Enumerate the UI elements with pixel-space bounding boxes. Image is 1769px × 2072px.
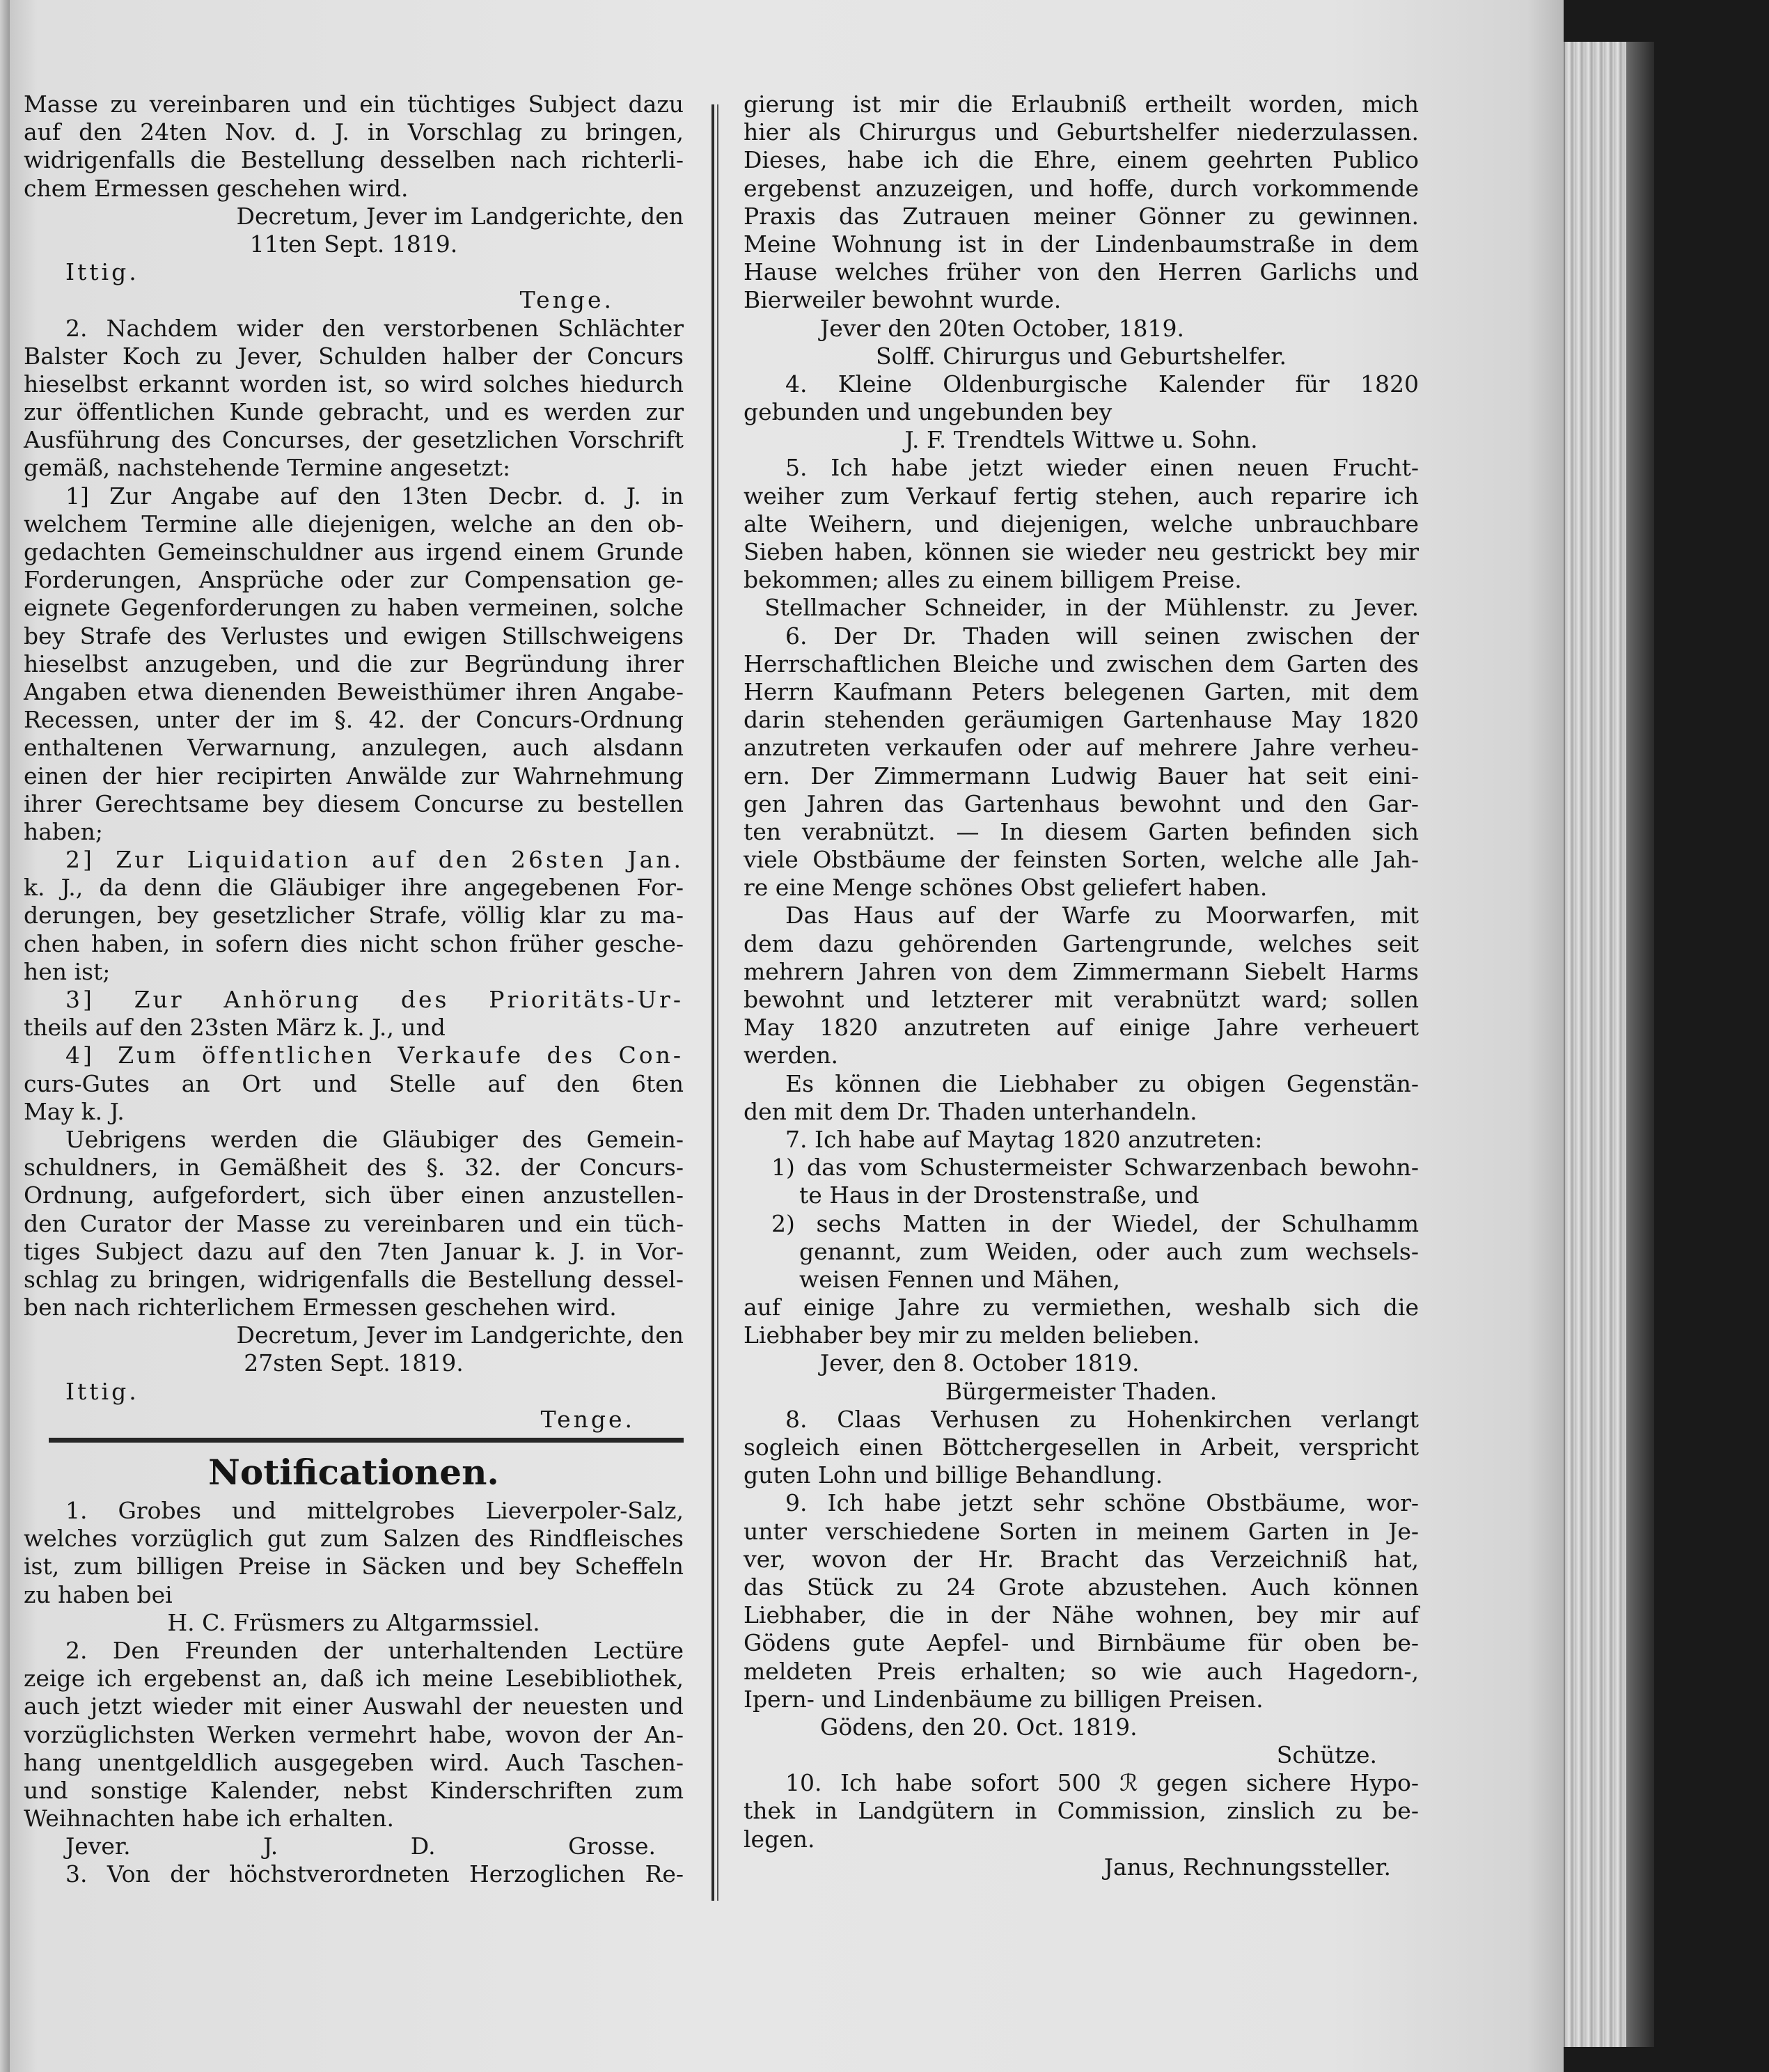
text-line: ergebenst anzuzeigen, und hoffe, durch vorkommende — [744, 174, 1419, 202]
text-line: Ausführung des Concurses, der gesetzlichen Vorschrift — [24, 426, 684, 454]
text-line: enthaltenen Verwarnung, anzulegen, auch alsdann — [24, 734, 684, 762]
text-line: darin stehenden geräumigen Gartenhause May 1820 — [744, 706, 1419, 734]
text-line: re eine Menge schönes Obst geliefert haben. — [744, 874, 1268, 902]
text-line: werden. — [744, 1042, 838, 1069]
text-line: 9. Ich habe jetzt sehr schöne Obstbäume, wor- — [785, 1489, 1419, 1517]
text-line: hen ist; — [24, 957, 111, 985]
text-line: ver, wovon der Hr. Bracht das Verzeichniß hat, — [744, 1545, 1419, 1573]
text-line: Herrn Kaufmann Peters belegenen Garten, mit dem — [744, 677, 1419, 705]
text-line: bey Strafe des Verlustes und ewigen Stillschweigens — [24, 622, 684, 650]
text-line: Masse zu vereinbaren und ein tüchtiges Subject dazu — [24, 91, 684, 118]
signature-ittig: Ittig. — [65, 258, 139, 286]
text-line: gedachten Gemeinschuldner aus irgend einem Grunde — [24, 538, 684, 565]
text-line: Ordnung, aufgefordert, sich über einen anzustellen- — [24, 1182, 684, 1209]
text-line: k. J., da denn die Gläubiger ihre angegebenen For- — [24, 874, 684, 902]
text-line: hieselbst erkannt worden ist, so wird solches hiedurch — [24, 370, 684, 398]
text-line: vorzüglichsten Werken vermehrt habe, wovon der An- — [24, 1720, 684, 1748]
advertiser-name: Janus, Rechnungssteller. — [1103, 1853, 1391, 1881]
text-line: tiges Subject dazu auf den 7ten Januar k. J. in Vor- — [24, 1237, 684, 1265]
text-line: 2. Den Freunden der unterhaltenden Lectüre — [65, 1636, 684, 1664]
text-line: Meine Wohnung ist in der Lindenbaumstraße in dem — [744, 230, 1419, 258]
text-line: ten verabnützt. — In diesem Garten befinden sich — [744, 817, 1419, 845]
text-line: 1] Zur Angabe auf den 13ten Decbr. d. J. in — [65, 482, 684, 510]
book-page-edges — [1564, 42, 1628, 2047]
text-line: zeige ich ergebenst an, daß ich meine Lesebibliothek, — [24, 1665, 684, 1693]
text-line: auf den 24ten Nov. d. J. in Vorschlag zu bringen, — [24, 118, 684, 146]
text-line: gebunden und ungebunden bey — [744, 398, 1112, 426]
text-line: guten Lohn und billige Behandlung. — [744, 1461, 1163, 1489]
date-line: Jever, den 8. October 1819. — [820, 1349, 1140, 1377]
text-line: Angaben etwa dienenden Beweisthümer ihren Angabe- — [24, 677, 684, 705]
text-line: hang unentgeldlich ausgegeben wird. Auch Taschen- — [24, 1748, 684, 1776]
text-line: Praxis das Zutrauen meiner Gönner zu gewinnen. — [744, 202, 1419, 230]
list-item: genannt, zum Weiden, oder auch zum wechsels- — [799, 1237, 1419, 1265]
text-line: May 1820 anzutreten auf einige Jahre verheuert — [744, 1014, 1419, 1042]
text-line: auch jetzt wieder mit einer Auswahl der neuesten und — [24, 1693, 684, 1720]
text-line: alte Weihern, und diejenigen, welche unbrauchbare — [744, 510, 1419, 537]
column-divider-rule-thin — [717, 104, 718, 1901]
text-line: 1. Grobes und mittelgrobes Lieverpoler-Salz, — [65, 1497, 684, 1524]
list-item: 2) sechs Matten in der Wiedel, der Schulhamm — [771, 1209, 1419, 1237]
text-line: auf einige Jahre zu vermiethen, weshalb sich die — [744, 1294, 1419, 1321]
text-line: zur öffentlichen Kunde gebracht, und es werden zur — [24, 398, 684, 426]
text-line: schlag zu bringen, widrigenfalls die Bestellung dessel- — [24, 1265, 684, 1293]
text-line: einen der hier recipirten Anwälde zur Wahrnehmung — [24, 762, 684, 790]
list-item: weisen Fennen und Mähen, — [799, 1265, 1121, 1293]
text-line: sogleich einen Böttchergesellen in Arbeit, verspricht — [744, 1434, 1419, 1461]
text-line: 3] Zur Anhörung des Prioritäts-Ur- — [65, 986, 684, 1013]
text-line: Herrschaftlichen Bleiche und zwischen dem Garten des — [744, 650, 1419, 677]
text-line: dem dazu gehörenden Gartengrunde, welches seit — [744, 929, 1419, 957]
text-line: Liebhaber bey mir zu melden belieben. — [744, 1321, 1200, 1349]
text-line: 5. Ich habe jetzt wieder einen neuen Frucht- — [785, 454, 1419, 482]
text-line: zu haben bei — [24, 1580, 173, 1608]
text-line: Bierweiler bewohnt wurde. — [744, 286, 1062, 314]
advertiser-name: Solff. Chirurgus und Geburtshelfer. — [875, 342, 1287, 370]
text-line: theils auf den 23sten März k. J., und — [24, 1014, 446, 1042]
text-line: Hause welches früher von den Herren Garlichs und — [744, 258, 1419, 286]
text-line: das Stück zu 24 Grote abzustehen. Auch können — [744, 1573, 1419, 1601]
book-spine-shadow — [1626, 42, 1654, 2047]
text-line: chen haben, in sofern dies nicht schon früher gesche- — [24, 929, 684, 957]
text-line: 8. Claas Verhusen zu Hohenkirchen verlangt — [785, 1405, 1419, 1433]
text-line: hier als Chirurgus und Geburtshelfer niederzulassen. — [744, 118, 1419, 146]
text-line: gierung ist mir die Erlaubniß ertheilt worden, mich — [744, 91, 1419, 118]
advertiser-name: H. C. Früsmers zu Altgarmssiel. — [167, 1608, 540, 1636]
text-line: anzutreten verkaufen oder auf mehrere Jahre verheu- — [744, 734, 1419, 762]
text-line: curs-Gutes an Ort und Stelle auf den 6ten — [24, 1069, 684, 1097]
decree-line: Decretum, Jever im Landgerichte, den — [236, 202, 684, 230]
text-line: May k. J. — [24, 1097, 125, 1125]
text-line: Ipern- und Lindenbäume zu billigen Preisen. — [744, 1685, 1264, 1713]
text-line: legen. — [744, 1825, 815, 1853]
advertiser-name: Bürgermeister Thaden. — [945, 1377, 1218, 1405]
text-line: welches vorzüglich gut zum Salzen des Rindfleisches — [24, 1525, 684, 1553]
section-heading: Notificationen. — [208, 1452, 499, 1493]
text-line: Dieses, habe ich die Ehre, einem geehrten Publico — [744, 146, 1419, 174]
text-line: gen Jahren das Gartenhaus bewohnt und den Gar- — [744, 790, 1419, 817]
text-line: widrigenfalls die Bestellung desselben nach richterli- — [24, 146, 684, 174]
text-line: Recessen, unter der im §. 42. der Concurs-Ordnung — [24, 706, 684, 734]
text-line: ist, zum billigen Preise in Säcken und bey Scheffeln — [24, 1553, 684, 1580]
signature-tenge: Tenge. — [519, 286, 614, 314]
text-line: weiher zum Verkauf fertig stehen, auch reparire ich — [744, 482, 1419, 510]
text-line: bewohnt und letzterer mit verabnützt ward; sollen — [744, 986, 1419, 1013]
text-line: chem Ermessen geschehen wird. — [24, 174, 409, 202]
text-line: 3. Von der höchstverordneten Herzoglichen Re- — [65, 1860, 684, 1888]
date-line: Jever den 20ten October, 1819. — [820, 314, 1185, 342]
text-line: Weihnachten habe ich erhalten. — [24, 1805, 394, 1832]
text-line: 7. Ich habe auf Maytag 1820 anzutreten: — [785, 1125, 1263, 1153]
text-line: gemäß, nachstehende Termine angesetzt: — [24, 454, 511, 482]
text-line: 6. Der Dr. Thaden will seinen zwischen der — [785, 622, 1419, 650]
decree-date: 11ten Sept. 1819. — [249, 230, 458, 258]
text-line: Gödens gute Aepfel- und Birnbäume für oben be- — [744, 1629, 1419, 1657]
text-line: Uebrigens werden die Gläubiger des Gemein- — [65, 1125, 684, 1153]
text-line: und sonstige Kalender, nebst Kinderschriften zum — [24, 1776, 684, 1804]
list-item: 1) das vom Schustermeister Schwarzenbach bewohn- — [771, 1154, 1419, 1182]
text-line: welchem Termine alle diejenigen, welche an den ob- — [24, 510, 684, 537]
signature-ittig: Ittig. — [65, 1377, 139, 1405]
text-line: 4. Kleine Oldenburgische Kalender für 1820 — [785, 370, 1419, 398]
text-line: eignete Gegenforderungen zu haben vermeinen, solche — [24, 594, 684, 622]
text-line: 2] Zur Liquidation auf den 26sten Jan. — [65, 846, 684, 874]
text-line: 4] Zum öffentlichen Verkaufe des Con- — [65, 1042, 684, 1069]
text-line: Balster Koch zu Jever, Schulden halber der Concurs — [24, 342, 684, 370]
text-line: haben; — [24, 817, 103, 845]
text-line: Es können die Liebhaber zu obigen Gegenstän- — [785, 1069, 1419, 1097]
signature-line: Jever. J. D. Grosse. — [65, 1832, 656, 1860]
signature-tenge: Tenge. — [540, 1405, 635, 1433]
previous-page-edge — [0, 0, 10, 2072]
text-line: Das Haus auf der Warfe zu Moorwarfen, mit — [785, 902, 1419, 929]
text-line: ben nach richterlichem Ermessen geschehen wird. — [24, 1294, 617, 1321]
text-line: den Curator der Masse zu vereinbaren und ein tüch- — [24, 1209, 684, 1237]
text-line: hieselbst anzugeben, und die zur Begründung ihrer — [24, 650, 684, 677]
advertiser-name: Stellmacher Schneider, in der Mühlenstr. zu Jever. — [764, 594, 1419, 622]
text-line: meldeten Preis erhalten; so wie auch Hagedorn-, — [744, 1657, 1419, 1685]
text-line: bekommen; alles zu einem billigem Preise. — [744, 566, 1242, 594]
text-line: thek in Landgütern in Commission, zinslich zu be- — [744, 1797, 1419, 1825]
list-item: te Haus in der Drostenstraße, und — [799, 1182, 1200, 1209]
decree-line: Decretum, Jever im Landgerichte, den — [236, 1321, 684, 1349]
text-line: 10. Ich habe sofort 500 ℛ gegen sichere Hypo- — [785, 1769, 1419, 1797]
decree-date: 27sten Sept. 1819. — [244, 1349, 464, 1377]
text-line: Forderungen, Ansprüche oder zur Compensation ge- — [24, 566, 684, 594]
section-rule — [49, 1438, 684, 1443]
text-line: unter verschiedene Sorten in meinem Garten in Je- — [744, 1517, 1419, 1545]
advertiser-name: Schütze. — [1276, 1741, 1377, 1769]
text-line: 2. Nachdem wider den verstorbenen Schlächter — [65, 314, 684, 342]
left-column — [24, 91, 684, 1889]
text-line: Liebhaber, die in der Nähe wohnen, bey mir auf — [744, 1601, 1419, 1629]
text-line: derungen, bey gesetzlicher Strafe, völlig klar zu ma- — [24, 902, 684, 929]
date-line: Gödens, den 20. Oct. 1819. — [820, 1713, 1138, 1741]
advertiser-name: J. F. Trendtels Wittwe u. Sohn. — [904, 426, 1258, 454]
text-line: viele Obstbäume der feinsten Sorten, welche alle Jah- — [744, 846, 1419, 874]
column-divider-rule — [711, 104, 714, 1901]
text-line: Sieben haben, können sie wieder neu gestrickt bey mir — [744, 538, 1419, 565]
text-line: ern. Der Zimmermann Ludwig Bauer hat seit eini- — [744, 762, 1419, 790]
right-column — [744, 91, 1419, 1881]
text-line: den mit dem Dr. Thaden unterhandeln. — [744, 1097, 1197, 1125]
text-line: ihrer Gerechtsame bey diesem Concurse zu bestellen — [24, 790, 684, 817]
text-line: schuldners, in Gemäßheit des §. 32. der Concurs- — [24, 1154, 684, 1182]
text-line: mehrern Jahren von dem Zimmermann Siebelt Harms — [744, 957, 1419, 985]
